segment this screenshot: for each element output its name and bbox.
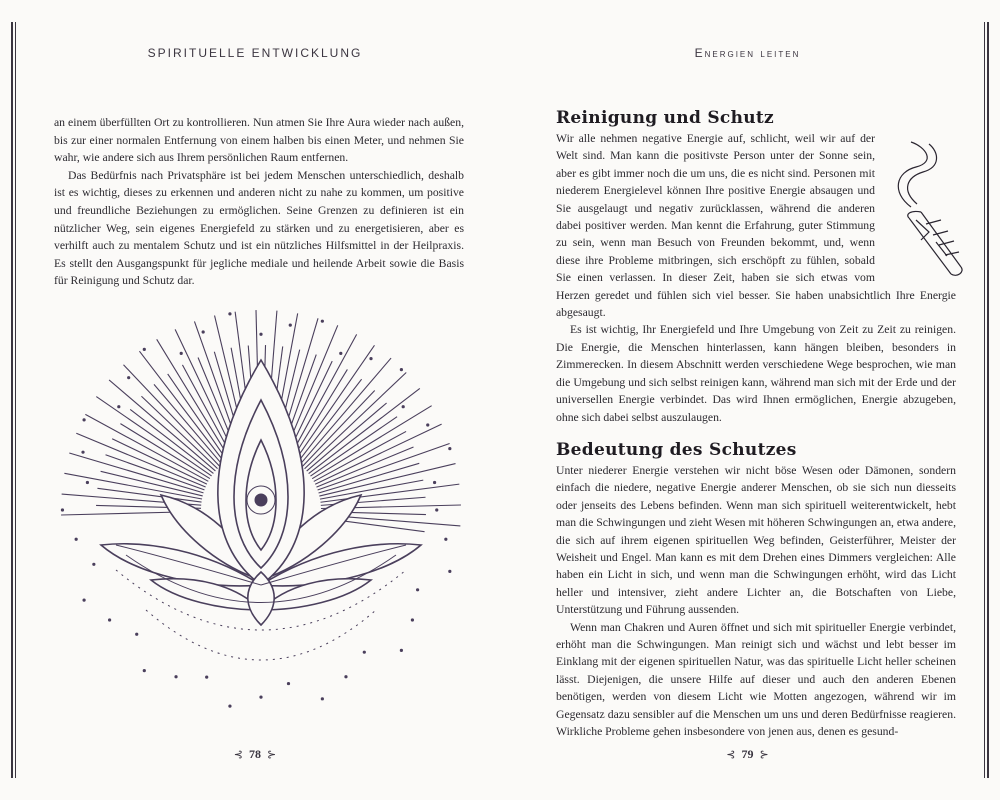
mandala-ray: [298, 379, 362, 462]
folio-ornament-left: ⊰: [233, 749, 243, 761]
mandala-dot: [433, 481, 436, 484]
folio-ornament-right: ⊱: [267, 749, 277, 761]
section-2-text: [556, 462, 956, 741]
mandala-ray: [307, 403, 387, 471]
mandala-dot: [86, 481, 89, 484]
mandala-dot: [400, 368, 403, 371]
mandala-ray: [314, 431, 406, 481]
mandala-dot: [135, 633, 138, 636]
mandala-dot: [228, 705, 231, 708]
mandala-ray: [97, 488, 201, 502]
mandala-dot: [289, 324, 292, 327]
mandala-dot: [435, 508, 438, 511]
right-page-edge-inner: [984, 22, 985, 778]
section-heading: Bedeutung des Schutzes: [556, 440, 797, 460]
mandala-ray: [318, 443, 450, 490]
section-1-paragraph-2: Es ist wichtig, Ihr Energiefeld und Ihre Umgebung von Zeit zu Zeit zu reinigen. Die Energie, die Menschen hinterlassen, kann hängen bleiben, besonders in Zimmerecken. In diesem Abschnitt werden verschiedene Wege besprochen, wie man die Umgebung und sich selbst reinigen kann, während man sich mit der Erde und der universellen Energie verbindet. Das wird Ihnen ermöglichen, Energie abzugeben, ohne sich dabei selbst auszulaugen.: [556, 323, 956, 424]
right-page-edge: [987, 22, 989, 778]
mandala-ray: [312, 406, 431, 479]
section-heading: Reinigung und Schutz: [556, 108, 775, 128]
left-paragraph-1: an einem überfüllten Ort zu kontrollieren. Nun atmen Sie Ihre Aura wieder nach außen, bis zur einer normalen Entfernung von einem halben bis einen Meter, und nehmen Sie wahr, wie andere sich aus Ihrem persönlichen Raum entfernen.: [54, 116, 464, 165]
mandala-ray: [290, 334, 357, 457]
left-page: [30, 30, 480, 770]
mandala-dot: [411, 618, 414, 621]
mandala-dot: [426, 423, 429, 426]
mandala-ray: [320, 480, 423, 499]
mandala-dot: [82, 418, 85, 421]
mandala-dot: [321, 697, 324, 700]
right-running-head: Energien leiten: [694, 46, 801, 60]
mandala-dot: [61, 508, 64, 511]
section-bedeutung-des-schutzes: [556, 440, 956, 741]
mandala-dot: [180, 352, 183, 355]
mandala-dot: [228, 312, 231, 315]
mandala-dot: [108, 618, 111, 621]
mandala-dot: [363, 651, 366, 654]
right-page: [520, 30, 975, 770]
mandala-dot: [127, 376, 130, 379]
left-page-number-value: 78: [249, 747, 261, 761]
mandala-dot: [117, 405, 120, 408]
mandala-ray: [319, 464, 455, 497]
mandala-ray: [157, 339, 230, 458]
lotus-petals: [101, 360, 421, 625]
mandala-dot: [92, 563, 95, 566]
mandala-dot: [416, 588, 419, 591]
section-2-paragraph-2: Wenn man Chakren und Auren öffnet und sich mit spiritueller Energie verbindet, erhöht man die Schwingungen. Man reinigt sich und wächst und lebt besser im Einklang mit der eigenen spirituellen Natur, was das spirituelle Licht heller scheinen lässt. Diejenigen, die unsere Hilfe auf dieser und auch den anderen Ebenen benötigen, werden von diesem Licht wie Motten angezogen, während wir im Gegensatz dazu sensibler auf die Menschen um uns und deren Bedürfnisse reagieren. Wirkliche Probleme gehen insbesondere von jenen aus, denen es gesund-: [556, 620, 956, 739]
lotus-mandala-illustration: [56, 310, 466, 740]
mandala-dot: [400, 649, 403, 652]
section-1-paragraph-1: Wir alle nehmen negative Energie auf, schlicht, weil wir auf der Welt sind. Man kann die positivste Person unter der Sonne sein, aber es gibt immer noch die um uns, die es nicht sind. Personen mit niederem Energielevel können Ihre positive Energie absaugen und Sie ausgelaugt und negativ zurücklassen, während die anderen dabei positiver werden. Man kennt die Erfahrung, guter Stimmung zu sein, wenn man Besuch von Freunden bekommt, und, wenn diese ihre Probleme mitbringen, sich erschöpft zu fühlen, sobald Sie einen verlassen. In dieser Zeit, haben sie sich etwas vom Herzen geredet und fühlen sich viel besser. Sie haben unabsichtlich Ihre Energie abgesaugt.: [556, 132, 956, 320]
mandala-ray: [154, 384, 222, 464]
mandala-dot: [202, 330, 205, 333]
mandala-dot: [344, 675, 347, 678]
left-page-edge: [11, 22, 13, 778]
mandala-dot: [205, 676, 208, 679]
left-body-text: [54, 114, 464, 290]
mandala-ray: [130, 409, 213, 473]
folio-ornament-right: ⊱: [759, 749, 769, 761]
mandala-dot: [339, 352, 342, 355]
mandala-dot: [82, 599, 85, 602]
right-page-number-value: 79: [741, 747, 754, 761]
mandala-ray: [310, 417, 397, 476]
right-page-number: [520, 747, 975, 762]
smudge-stick-illustration: [881, 132, 976, 282]
section-reinigung-und-schutz: [556, 108, 956, 426]
mandala-dot: [444, 538, 447, 541]
mandala-dot: [369, 357, 372, 360]
mandala-dot: [259, 696, 262, 699]
left-paragraph-2: Das Bedürfnis nach Privatsphäre ist bei jedem Menschen unterschiedlich, deshalb ist es wichtig, dieses zu erkennen und anderen nicht zu nahe zu kommen, um positive und freundliche Beziehungen zu ermöglichen. Seine Grenzen zu definieren ist ein nützlicher Weg, sein eigenes Energiefeld zu stärken und zu energetisieren, aber es verhilft auch zu mentalem Schutz und ist ein nützliches Hilfsmittel in der Heilpraxis. Es stellt den Ausgangspunkt für jegliche mediale und heilende Arbeit sowie die Basis für Reinigung und Schutz dar.: [54, 168, 464, 288]
section-1-text: [556, 130, 956, 426]
mandala-dot: [402, 405, 405, 408]
folio-ornament-left: ⊰: [726, 749, 736, 761]
mandala-dot: [174, 675, 177, 678]
left-page-number: [30, 747, 480, 762]
section-2-paragraph-1: Unter niederer Energie verstehen wir nicht böse Wesen oder Dämonen, sondern einfach die niedere, negative Energie anderer Menschen, ob sie sich nun diesseits oder jenseits des Lebens befinden. Wenn man sich spirituell weiterentwickelt, hebt man die Schwingungen und zieht Wesen mit höheren Schwingungen an, etwa andere, die sich auf ihrem eigenen spirituellen Weg befinden, Geisterführer, Meister der Weisheit und Engel. Man kann es mit dem Drehen eines Dimmers vergleichen: Alle haben ein Licht in sich, und wenn man die Schwingungen erhöht, wird das Licht heller und intensiver, zieht andere Lichter an, die Botschaften von Liebe, Unterstützung und Führung aussenden.: [556, 464, 956, 617]
mandala-dot: [321, 320, 324, 323]
mandala-dot: [81, 451, 84, 454]
mandala-ray: [319, 463, 420, 493]
left-running-head: SPIRITUELLE ENTWICKLUNG: [147, 46, 363, 60]
mandala-dot: [259, 333, 262, 336]
mandala-ray: [85, 414, 208, 481]
mandala-dot: [448, 570, 451, 573]
mandala-dot: [143, 669, 146, 672]
mandala-dot: [448, 447, 451, 450]
mandala-dot: [75, 538, 78, 541]
mandala-ray: [168, 374, 227, 461]
mandala-dot: [287, 682, 290, 685]
mandala-dot: [143, 348, 146, 351]
left-page-edge-inner: [15, 22, 16, 778]
